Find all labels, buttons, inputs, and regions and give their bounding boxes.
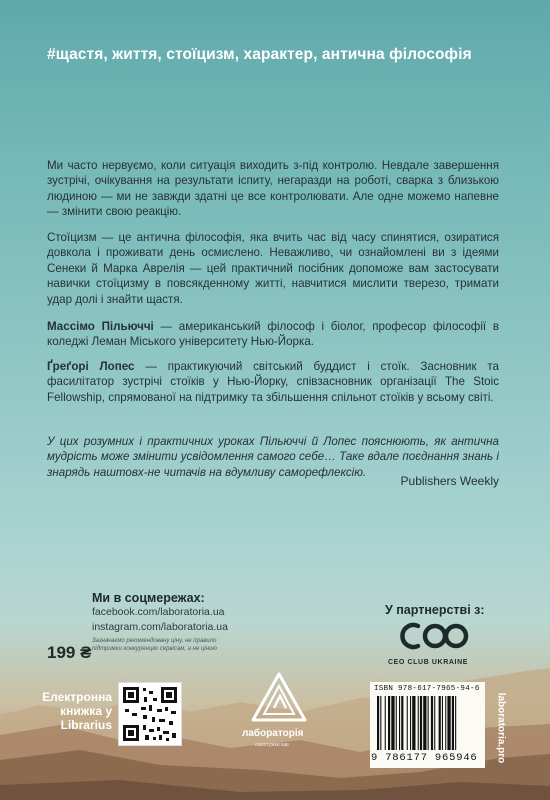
description-paragraph-2: Стоїцизм — це антична філософія, яка вчить час від часу спинятися, озиратися довкола і проживати день осмислено. Неважливо, чи ознайомлені ви з ідеями Сенеки й Марка Аврелія — цей практичний посібник допоможе вам застосувати навички стоїцизму в повсякденному житті, навчитися мислити тверезо, тримати удар долі і знайти щастя. [47,231,499,306]
author-name-1: Массімо Пільюччі [47,320,154,333]
ean-number: 9 786177 965946 [371,752,478,764]
isbn: ISBN 978-617-7965-94-6 [374,685,480,693]
website-text: laboratoria.pro [495,692,507,764]
author-bio-1 [47,319,499,350]
author-bio-2 [47,359,499,405]
website-vertical[interactable] [493,688,509,768]
review-quote: У цих розумних і практичних уроках Пільюччі й Лопес пояснюють, як антична мудрість може змінити усвідомлення самого себе… Таке вдале поєднання знань і знарядь наштовх-не читачів на вдумливу саморефлексію. [47,435,499,479]
partner-title: У партнерстві з: [385,603,485,617]
barcode [376,696,481,750]
partner-org: CEO CLUB UKRAINE [388,659,468,666]
instagram-link[interactable]: instagram.com/laboratoria.ua [92,621,228,633]
hashtags: #щастя, життя, стоїцизм, характер, антична філософія [47,46,472,63]
price-note: Зазначаємо рекомендовану ціну, не правило підтримки конкуренцію сервісам, а не ціною [92,638,217,652]
qr-code[interactable] [118,682,182,746]
description-paragraph-1: Ми часто нервуємо, коли ситуація виходить з-під контролю. Невдале завершення зустрічі, очікування на результати іспиту, негаразди на роботі, сварка з близькою людиною — ми не завжди здатні це все контролювати. Але одне можемо напевне — змінити свою реакцію. [47,159,499,219]
ceo-club-logo [398,618,472,654]
social-title: Ми в соцмережах: [92,591,205,605]
author-bio-text-1: — американський філософ і біолог, професор філософії в коледжі Леман Міського університету Нью-Йорка. [47,320,499,349]
laboratoria-logo [250,672,308,724]
publisher-name: лабораторія [242,728,304,739]
author-bio-text-2: — практикуючий світський буддист і стоїк. Засновник та фасилітатор зустрічі стоїків у Нью-Йорку, співзасновник організації The Stoic Fellowship, спрямованої на підтримку та збільшення спільнот стоїків у всьому світі. [47,360,499,404]
publisher-tagline: самотужки іще [255,742,289,748]
author-name-2: Ґреґорі Лопес [47,360,135,373]
facebook-link[interactable]: facebook.com/laboratoria.ua [92,606,225,618]
price: 199 ₴ [47,643,92,662]
review-source: Publishers Weekly [400,474,499,488]
ebook-label: Електронна книжка у Librarius [42,690,112,732]
